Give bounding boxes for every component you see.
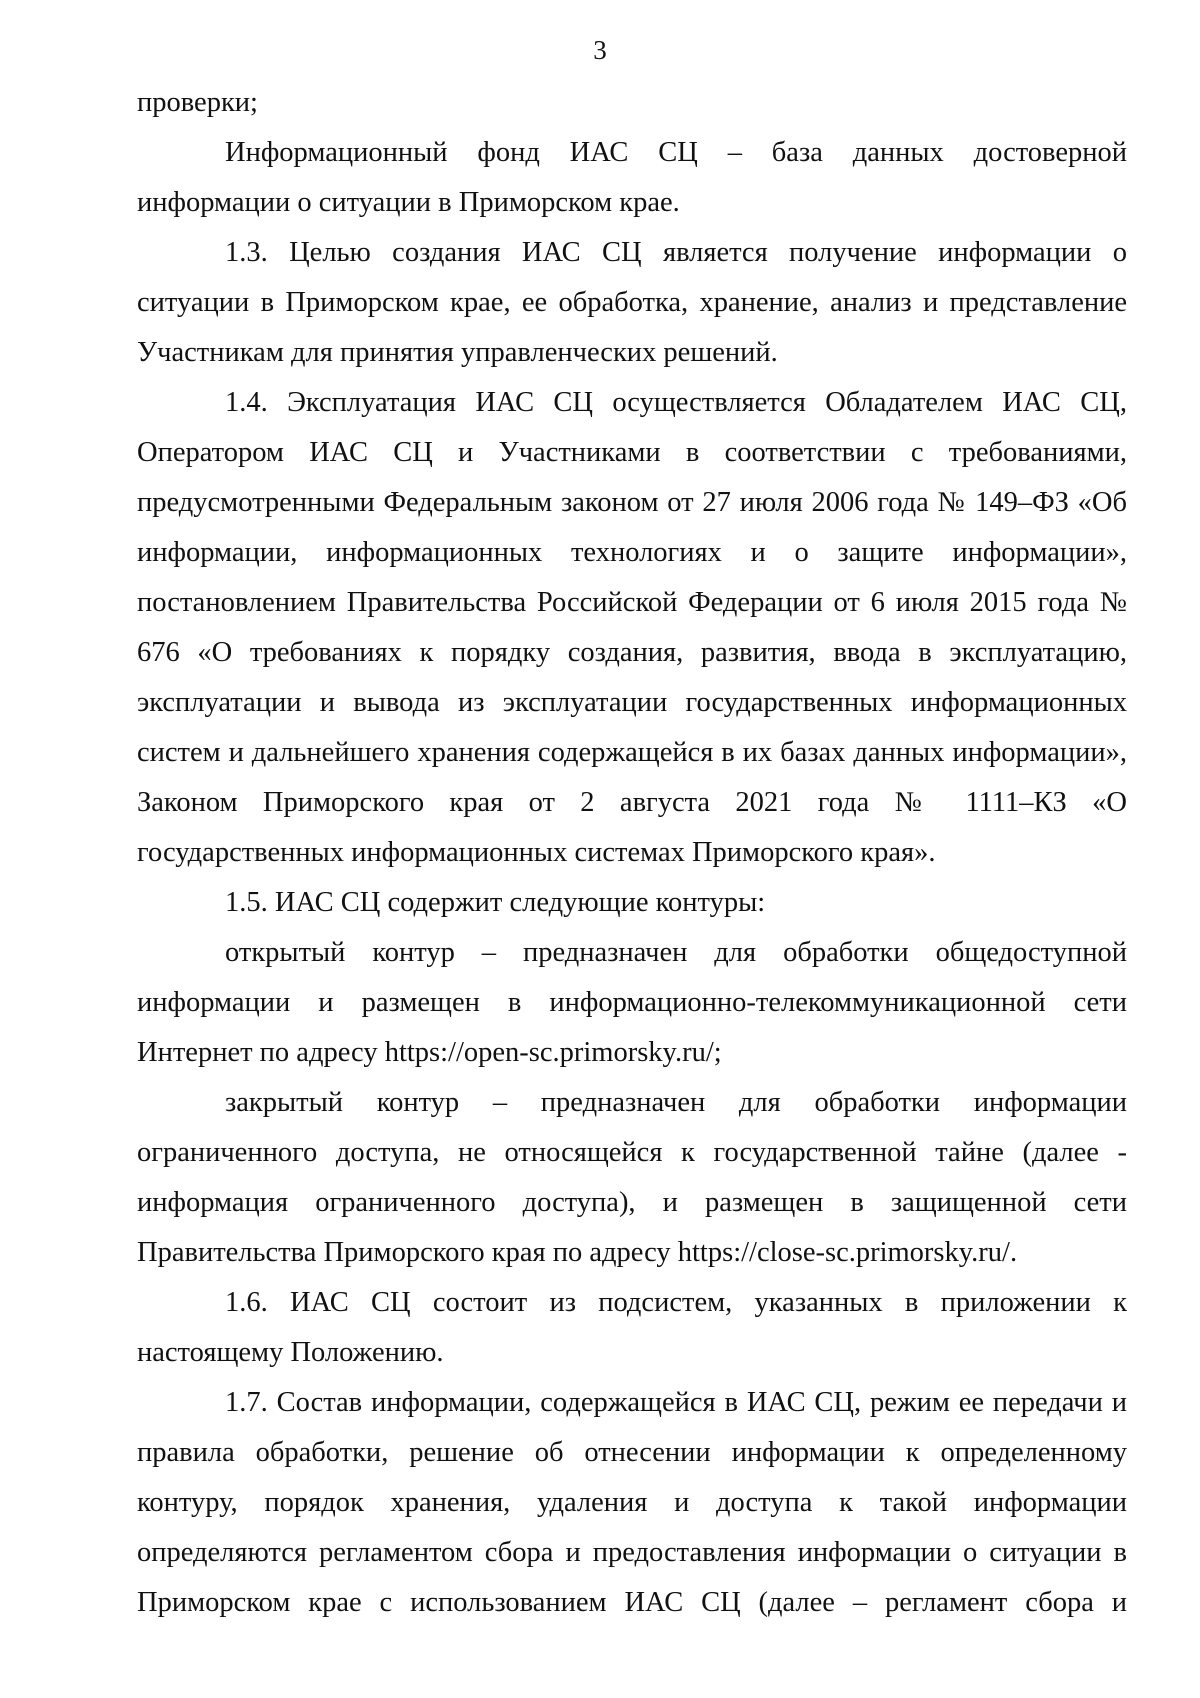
document-body (137, 78, 1127, 1628)
paragraph-open-contour: открытый контур – предназначен для обработки общедоступной информации и размещен в информационно-телекоммуникационной сети Интернет по адресу https://open-sc.primorsky.ru/; (137, 937, 1127, 1068)
paragraph-1-5: 1.5. ИАС СЦ содержит следующие контуры: (225, 887, 766, 918)
paragraph-1-4: 1.4. Эксплуатация ИАС СЦ осуществляется Обладателем ИАС СЦ, Оператором ИАС СЦ и Участниками в соответствии с требованиями, предусмотренными Федеральным законом от 27 июля 2006 года № 149–ФЗ «Об информации, информационных технологиях и о защите информации», постановлением Правительства Российской Федерации от 6 июля 2015 года № 676 «О требованиях к порядку создания, развития, ввода в эксплуатацию, эксплуатации и вывода из эксплуатации государственных информационных систем и дальнейшего хранения содержащейся в их базах данных информации», Законом Приморского края от 2 августа 2021 года № 1111–КЗ «О государственных информационных системах Приморского края». (137, 387, 1127, 868)
paragraph-information-fund: Информационный фонд ИАС СЦ – база данных достоверной информации о ситуации в Приморском крае. (137, 137, 1127, 218)
paragraph-1-3: 1.3. Целью создания ИАС СЦ является получение информации о ситуации в Приморском крае, ее обработка, хранение, анализ и представление Участникам для принятия управленческих решений. (137, 237, 1127, 368)
paragraph-closed-contour: закрытый контур – предназначен для обработки информации ограниченного доступа, не относящейся к государственной тайне (далее - информация ограниченного доступа), и размещен в защищенной сети Правительства Приморского края по адресу https://close-sc.primorsky.ru/. (137, 1087, 1127, 1268)
page-number: 3 (593, 35, 607, 65)
paragraph-continuation: проверки; (137, 87, 258, 118)
paragraph-1-7: 1.7. Состав информации, содержащейся в ИАС СЦ, режим ее передачи и правила обработки, решение об отнесении информации к определенному контуру, порядок хранения, удаления и доступа к такой информации определяются регламентом сбора и предоставления информации о ситуации в Приморском крае с использованием ИАС СЦ (далее – регламент сбора и (137, 1387, 1127, 1618)
paragraph-1-6: 1.6. ИАС СЦ состоит из подсистем, указанных в приложении к настоящему Положению. (137, 1287, 1127, 1368)
